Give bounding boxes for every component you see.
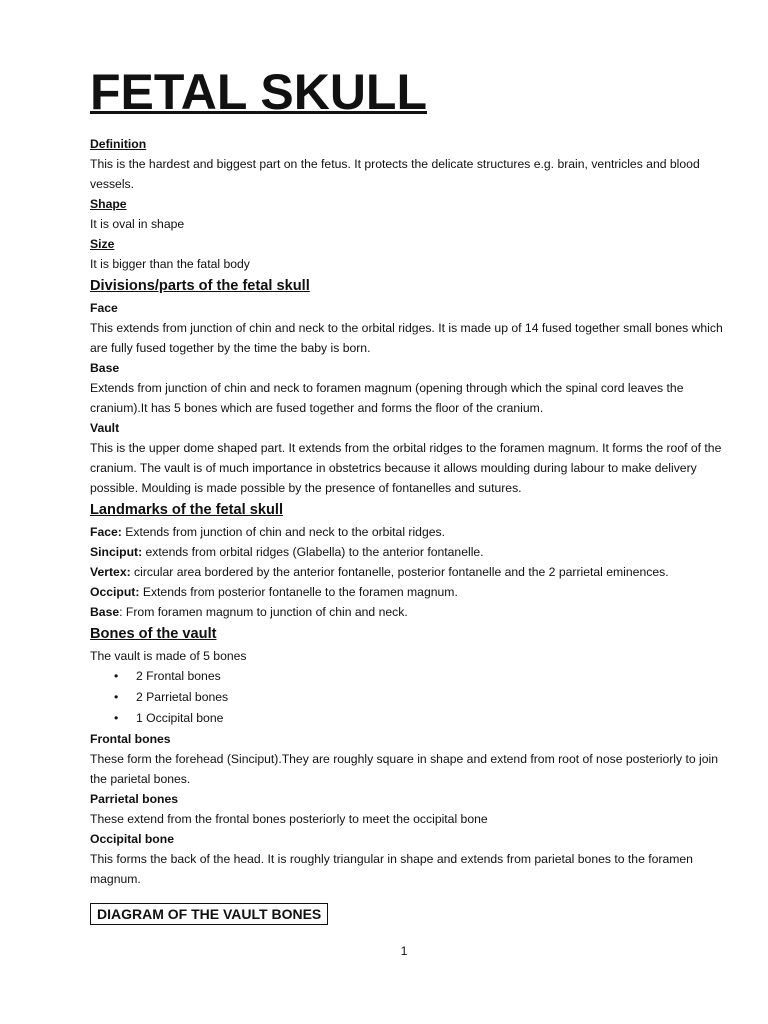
landmark-term: Vertex: xyxy=(90,565,131,579)
size-label: Size xyxy=(90,237,115,251)
landmarks-heading: Landmarks of the fetal skull xyxy=(90,502,284,518)
base-label: Base xyxy=(90,361,120,375)
bullet-icon: • xyxy=(114,669,119,683)
bullet-icon: • xyxy=(114,711,119,725)
shape-label: Shape xyxy=(90,197,127,211)
occipital-label: Occipital bone xyxy=(90,832,174,846)
landmark-text: extends from orbital ridges (Glabella) to the anterior fontanelle. xyxy=(142,545,484,559)
bones-heading: Bones of the vault xyxy=(90,626,217,642)
bones-list xyxy=(90,666,726,729)
diagram-label-box: DIAGRAM OF THE VAULT BONES xyxy=(90,903,328,925)
list-item-text: 2 Parrietal bones xyxy=(136,690,229,704)
frontal-text: These form the forehead (Sinciput).They are roughly square in shape and extend from root of nose posteriorly to join the parietal bones. xyxy=(90,752,719,786)
list-item xyxy=(114,687,726,708)
landmark-item xyxy=(90,582,726,602)
landmark-term: Sinciput: xyxy=(90,545,143,559)
base-text: Extends from junction of chin and neck to foramen magnum (opening through which the spinal cord leaves the cranium).It has 5 bones which are fused together and forms the floor of the cranium. xyxy=(90,381,684,415)
face-label: Face xyxy=(90,301,118,315)
frontal-label: Frontal bones xyxy=(90,732,171,746)
page-content xyxy=(90,60,726,925)
landmark-term: Base xyxy=(90,605,120,619)
landmark-text: : From foramen magnum to junction of chin and neck. xyxy=(119,605,408,619)
landmark-text: Extends from posterior fontanelle to the foramen magnum. xyxy=(139,585,458,599)
landmark-text: circular area bordered by the anterior fontanelle, posterior fontanelle and the 2 parrietal eminences. xyxy=(130,565,669,579)
page-title: FETAL SKULL xyxy=(90,64,428,120)
list-item xyxy=(114,666,726,687)
vault-text: This is the upper dome shaped part. It extends from the orbital ridges to the foramen magnum. It forms the roof of the cranium. The vault is of much importance in obstetrics because it allows moulding during labour to make delivery possible. Moulding is made possible by the presence of fontanelles and sutures. xyxy=(90,441,722,495)
page-number: 1 xyxy=(400,944,408,958)
list-item-text: 2 Frontal bones xyxy=(136,669,221,683)
landmark-item xyxy=(90,542,726,562)
definition-label: Definition xyxy=(90,137,147,151)
parietal-text: These extend from the frontal bones posteriorly to meet the occipital bone xyxy=(90,812,488,826)
bullet-icon: • xyxy=(114,690,119,704)
bones-intro: The vault is made of 5 bones xyxy=(90,649,247,663)
list-item xyxy=(114,708,726,729)
list-item-text: 1 Occipital bone xyxy=(136,711,224,725)
face-text: This extends from junction of chin and neck to the orbital ridges. It is made up of 14 fused together small bones which are fully fused together by the time the baby is born. xyxy=(90,321,723,355)
occipital-text: This forms the back of the head. It is roughly triangular in shape and extends from parietal bones to the foramen magnum. xyxy=(90,852,693,886)
definition-text: This is the hardest and biggest part on the fetus. It protects the delicate structures e.g. brain, ventricles and blood vessels. xyxy=(90,157,700,191)
landmark-item xyxy=(90,562,726,582)
vault-label: Vault xyxy=(90,421,120,435)
landmark-item xyxy=(90,522,726,542)
size-text: It is bigger than the fatal body xyxy=(90,257,250,271)
landmark-item xyxy=(90,602,726,622)
parietal-label: Parrietal bones xyxy=(90,792,179,806)
shape-text: It is oval in shape xyxy=(90,217,185,231)
landmark-term: Occiput: xyxy=(90,585,140,599)
landmark-term: Face: xyxy=(90,525,122,539)
landmark-text: Extends from junction of chin and neck to the orbital ridges. xyxy=(121,525,445,539)
divisions-heading: Divisions/parts of the fetal skull xyxy=(90,278,310,294)
